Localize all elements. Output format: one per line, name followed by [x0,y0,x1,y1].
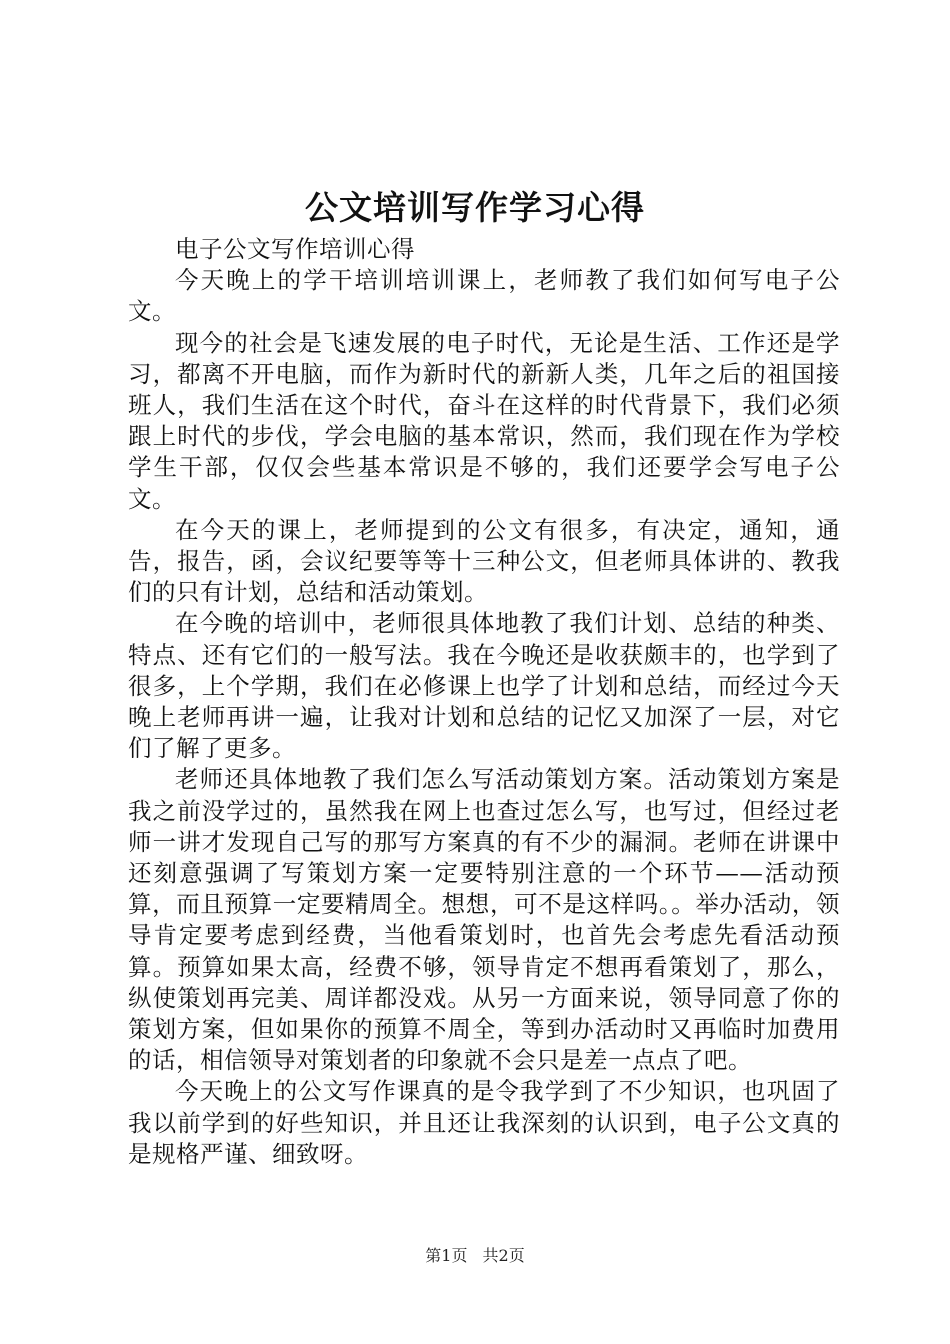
paragraph: 现今的社会是飞速发展的电子时代，无论是生活、工作还是学习，都离不开电脑，而作为新时代的新新人类，几年之后的祖国接班人，我们生活在这个时代，奋斗在这样的时代背景下，我们必须跟上时代的步伐，学会电脑的基本常识，然而，我们现在作为学校学生干部，仅仅会些基本常识是不够的，我们还要学会写电子公文。 [128,328,840,513]
page-number: 第1页 [425,1246,468,1265]
page-footer [0,1244,950,1268]
paragraph: 在今晚的培训中，老师很具体地教了我们计划、总结的种类、特点、还有它们的一般写法。我在今晚还是收获颇丰的，也学到了很多，上个学期，我们在必修课上也学了计划和总结，而经过今天晚上老师再讲一遍，让我对计划和总结的记忆又加深了一层，对它们了解了更多。 [128,609,840,763]
document-title: 公文培训写作学习心得 [305,188,645,227]
paragraph: 今天晚上的公文写作课真的是令我学到了不少知识，也巩固了我以前学到的好些知识，并且还让我深刻的认识到，电子公文真的是规格严谨、细致呀。 [128,1077,840,1168]
document-body [128,234,840,1170]
paragraph: 在今天的课上，老师提到的公文有很多，有决定，通知，通告，报告，函，会议纪要等等十三种公文，但老师具体讲的、教我们的只有计划，总结和活动策划。 [128,515,840,607]
paragraph: 今天晚上的学干培训培训课上，老师教了我们如何写电子公文。 [128,266,840,326]
paragraph: 老师还具体地教了我们怎么写活动策划方案。活动策划方案是我之前没学过的，虽然我在网上也查过怎么写，也写过，但经过老师一讲才发现自己写的那写方案真的有不少的漏洞。老师在讲课中还刻意强调了写策划方案一定要特别注意的一个环节——活动预算，而且预算一定要精周全。想想，可不是这样吗。。举办活动，领导肯定要考虑到经费，当他看策划时，也首先会考虑先看活动预算。预算如果太高，经费不够，领导肯定不想再看策划了，那么，纵使策划再完美、周详都没戏。从另一方面来说，领导同意了你的策划方案，但如果你的预算不周全，等到办活动时又再临时加费用的话，相信领导对策划者的印象就不会只是差一点点了吧。 [128,765,840,1075]
page-total: 共2页 [482,1246,525,1265]
paragraph-subtitle: 电子公文写作培训心得 [175,235,415,263]
